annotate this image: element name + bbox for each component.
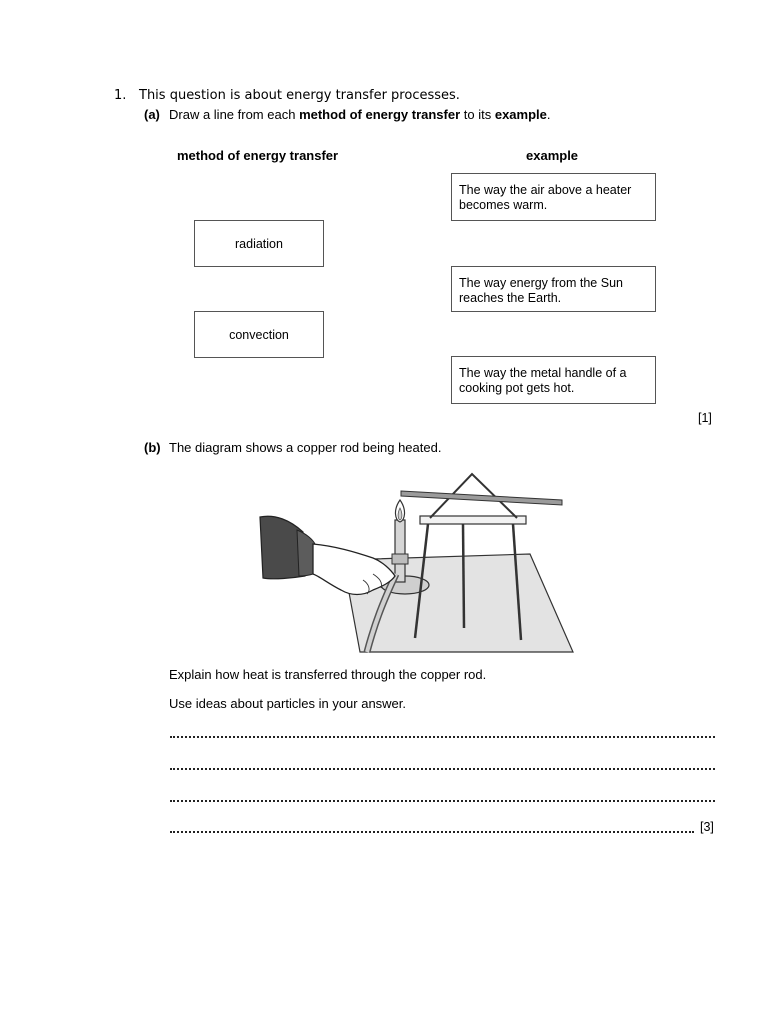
instruction-text: . — [546, 107, 551, 122]
answer-line[interactable] — [170, 768, 715, 770]
part-b-intro: The diagram shows a copper rod being heated. — [169, 440, 442, 455]
instruction-text: to its — [460, 107, 495, 122]
part-b-marks: [3] — [700, 820, 714, 834]
method-box-convection[interactable] — [194, 311, 324, 358]
instruction-bold-method: method of energy transfer — [299, 107, 461, 122]
instruction-bold-example: example — [494, 107, 547, 122]
method-label: convection — [229, 327, 289, 342]
example-box-pot-handle[interactable] — [451, 356, 656, 404]
particles-hint: Use ideas about particles in your answer. — [169, 696, 407, 711]
copper-rod — [401, 491, 562, 505]
part-b-label: (b) — [144, 440, 161, 455]
method-label: radiation — [235, 236, 283, 251]
explain-prompt: Explain how heat is transferred through the copper rod. — [169, 667, 487, 682]
example-column-header: example — [526, 148, 579, 163]
example-label: The way energy from the Sun reaches the Earth. — [459, 276, 623, 305]
answer-line[interactable] — [170, 800, 715, 802]
tripod-leg — [463, 524, 464, 628]
part-a-marks: [1] — [698, 411, 712, 425]
burner-collar — [392, 554, 408, 564]
instruction-text: Draw a line from each — [169, 107, 300, 122]
example-box-sun[interactable] — [451, 266, 656, 312]
example-label: The way the metal handle of a cooking pot gets hot. — [459, 366, 627, 395]
part-a-instruction — [169, 107, 551, 122]
part-a-label: (a) — [144, 107, 160, 122]
cuff — [297, 530, 315, 576]
tripod-top — [420, 516, 526, 524]
answer-line[interactable] — [170, 736, 715, 738]
burner-tube — [395, 520, 405, 582]
example-label: The way the air above a heater becomes warm. — [459, 183, 632, 212]
question-number: 1. — [114, 88, 127, 103]
question-intro: This question is about energy transfer processes. — [139, 88, 460, 103]
method-column-header: method of energy transfer — [177, 148, 339, 163]
answer-line[interactable] — [170, 831, 694, 833]
method-box-radiation[interactable] — [194, 220, 324, 267]
copper-rod-diagram — [255, 462, 575, 662]
example-box-heater[interactable] — [451, 173, 656, 221]
